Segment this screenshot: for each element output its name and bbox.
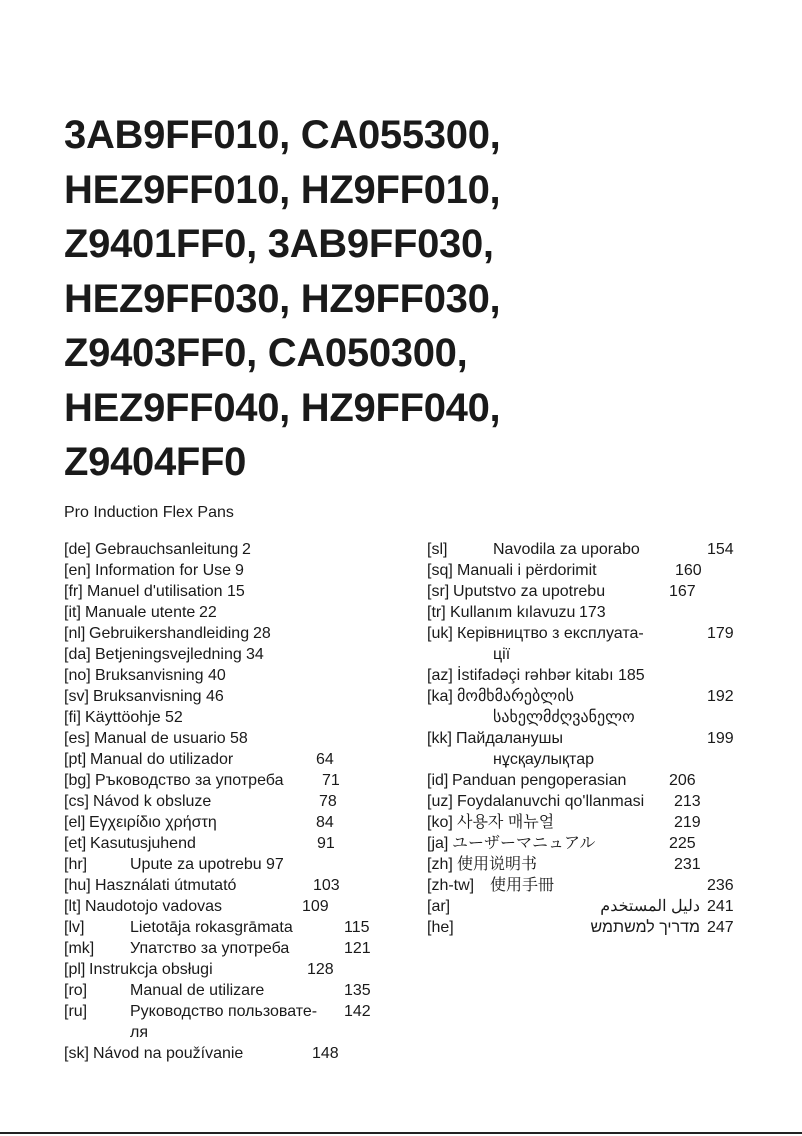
- language-code: [uk]: [427, 625, 453, 642]
- toc-entry: [427, 854, 787, 875]
- manual-title: Manual de utilizare: [130, 982, 265, 999]
- manual-title: Gebrauchsanleitung: [95, 541, 239, 558]
- manual-title: Návod na používanie: [93, 1045, 244, 1062]
- page-number: 241: [707, 898, 734, 915]
- toc-entry: [427, 812, 787, 833]
- language-code: [cs]: [64, 793, 89, 810]
- page-number: 71: [322, 772, 340, 789]
- page-number: 91: [317, 835, 335, 852]
- toc-entry: [64, 1043, 424, 1064]
- manual-title: Manuale utente: [85, 604, 196, 621]
- language-code: [en]: [64, 562, 91, 579]
- toc-entry: [64, 644, 424, 665]
- language-code: [es]: [64, 730, 90, 747]
- toc-entry: [64, 791, 424, 812]
- language-code: [ka]: [427, 688, 453, 705]
- language-code: [uz]: [427, 793, 453, 810]
- page-number: 154: [707, 541, 734, 558]
- language-code: [fi]: [64, 709, 81, 726]
- manual-title: מדריך למשתמש: [590, 919, 700, 936]
- page-number: 206: [669, 772, 696, 789]
- language-code: [fr]: [64, 583, 83, 600]
- page-number: 185: [618, 667, 645, 684]
- manual-title: 使用说明书: [457, 856, 538, 873]
- page-number: 115: [344, 919, 370, 936]
- manual-title: Instrukcja obsługi: [89, 961, 213, 978]
- manual-title: Foydalanuvchi qo'llanmasi: [457, 793, 645, 810]
- language-code: [mk]: [64, 940, 95, 957]
- language-code: [az]: [427, 667, 453, 684]
- toc-entry: [427, 770, 787, 791]
- model-numbers-heading: [64, 108, 500, 490]
- toc-entry: [64, 980, 424, 1001]
- language-code: [de]: [64, 541, 91, 558]
- language-code: [sr]: [427, 583, 450, 600]
- page-number: 97: [266, 856, 284, 873]
- page-number: 219: [674, 814, 701, 831]
- toc-entry: [64, 728, 424, 749]
- toc-entry: [64, 770, 424, 791]
- toc-entry: [427, 560, 787, 581]
- language-code: [zh-tw]: [427, 877, 475, 894]
- language-code: [et]: [64, 835, 87, 852]
- toc-entry: [427, 623, 787, 665]
- page-number: 40: [208, 667, 226, 684]
- page-number: 109: [302, 898, 329, 915]
- manual-title: Пайдаланушы: [456, 730, 563, 747]
- toc-entry: [427, 833, 787, 854]
- page-number: 58: [230, 730, 248, 747]
- manual-title: Упатство за употреба: [130, 940, 290, 957]
- manual-title: Lietotāja rokasgrāmata: [130, 919, 293, 936]
- page-bottom-rule: [0, 1132, 802, 1134]
- language-code: [ru]: [64, 1003, 88, 1020]
- page-number: 225: [669, 835, 696, 852]
- page-number: 64: [316, 751, 334, 768]
- toc-entry: [427, 686, 787, 728]
- toc-entry: [427, 896, 787, 917]
- manual-title: Керівництво з експлуата-: [457, 625, 644, 642]
- manual-title: İstifadəçi rəhbər kitabı: [457, 667, 614, 684]
- page-number: 236: [707, 877, 734, 894]
- language-code: [pl]: [64, 961, 86, 978]
- language-code: [he]: [427, 919, 454, 936]
- toc-entry: [64, 623, 424, 644]
- language-code: [it]: [64, 604, 81, 621]
- language-code: [sk]: [64, 1045, 89, 1062]
- toc-entry: [427, 875, 787, 896]
- language-code: [lv]: [64, 919, 85, 936]
- toc-entry: [64, 896, 424, 917]
- manual-title: Manual de usuario: [94, 730, 226, 747]
- manual-title: Bruksanvisning: [93, 688, 202, 705]
- page-number: 2: [242, 541, 251, 558]
- language-code: [hu]: [64, 877, 91, 894]
- language-code: [sl]: [427, 541, 448, 558]
- language-code: [ja]: [427, 835, 449, 852]
- page-number: 148: [312, 1045, 339, 1062]
- toc-entry: [64, 560, 424, 581]
- language-code: [kk]: [427, 730, 452, 747]
- page-number: 231: [674, 856, 701, 873]
- page-number: 128: [307, 961, 334, 978]
- language-code: [sq]: [427, 562, 453, 579]
- language-code: [zh]: [427, 856, 453, 873]
- title-line: Z9404FF0: [64, 440, 247, 484]
- title-line: HEZ9FF030, HZ9FF030,: [64, 276, 501, 321]
- toc-entry: [64, 707, 424, 728]
- manual-title: Manuali i përdorimit: [457, 562, 597, 579]
- manual-title: 사용자 매뉴얼: [457, 814, 555, 831]
- language-code: [pt]: [64, 751, 87, 768]
- page-number: 84: [316, 814, 334, 831]
- manual-title: Manuel d'utilisation: [87, 583, 223, 600]
- toc-entry: [64, 938, 424, 959]
- toc-entry: [64, 539, 424, 560]
- manual-title: Uputstvo za upotrebu: [453, 583, 606, 600]
- manual-title-continued: ля: [130, 1024, 148, 1041]
- page-number: 46: [206, 688, 224, 705]
- manual-title: Ръководство за употреба: [95, 772, 284, 789]
- page-number: 160: [675, 562, 702, 579]
- manual-title: Naudotojo vadovas: [85, 898, 222, 915]
- toc-entry: [64, 812, 424, 833]
- language-code: [bg]: [64, 772, 91, 789]
- title-line: HEZ9FF040, HZ9FF040,: [64, 385, 501, 430]
- title-line: 3AB9FF010, CA055300,: [64, 113, 501, 157]
- title-line: Z9401FF0, 3AB9FF030,: [64, 222, 494, 266]
- manual-title: Használati útmutató: [95, 877, 237, 894]
- manual-title-continued: ції: [493, 646, 511, 663]
- page-number: 121: [344, 940, 371, 957]
- page-number: 34: [246, 646, 264, 663]
- manual-title-continued: нұсқаулықтар: [493, 751, 594, 768]
- language-code: [id]: [427, 772, 449, 789]
- manual-title: Gebruikershandleiding: [89, 625, 250, 642]
- manual-title: Kullanım kılavuzu: [450, 604, 576, 621]
- page-number: 179: [707, 625, 734, 642]
- toc-entry: [64, 854, 424, 875]
- toc-right-column: [427, 539, 787, 938]
- manual-title: ユーザーマニュアル: [452, 835, 596, 852]
- page-number: 78: [319, 793, 337, 810]
- language-code: [ko]: [427, 814, 453, 831]
- toc-entry: [427, 665, 787, 686]
- page-number: 142: [344, 1003, 371, 1020]
- manual-title: Upute za upotrebu: [130, 856, 262, 873]
- page-number: 103: [313, 877, 340, 894]
- manual-title: Návod k obsluze: [93, 793, 212, 810]
- page-number: 15: [227, 583, 245, 600]
- manual-title: Bruksanvisning: [95, 667, 204, 684]
- toc-entry: [64, 875, 424, 896]
- toc-entry: [64, 749, 424, 770]
- language-code: [hr]: [64, 856, 88, 873]
- product-subtitle: Pro Induction Flex Pans: [64, 504, 234, 521]
- toc-entry: [427, 917, 787, 938]
- page-number: 28: [253, 625, 271, 642]
- toc-entry: [64, 581, 424, 602]
- page-number: 173: [579, 604, 606, 621]
- manual-title: Manual do utilizador: [90, 751, 234, 768]
- title-line: Z9403FF0, CA050300,: [64, 331, 468, 375]
- toc-entry: [427, 581, 787, 602]
- page-number: 199: [707, 730, 734, 747]
- manual-title: 使用手冊: [490, 877, 555, 894]
- toc-entry: [427, 539, 787, 560]
- toc-entry: [64, 833, 424, 854]
- language-code: [tr]: [427, 604, 446, 621]
- toc-entry: [64, 602, 424, 623]
- manual-title: Kasutusjuhend: [90, 835, 196, 852]
- page-number: 192: [707, 688, 734, 705]
- page-number: 135: [344, 982, 371, 999]
- toc-entry: [64, 959, 424, 980]
- page-number: 9: [235, 562, 244, 579]
- toc-entry: [427, 602, 787, 623]
- manual-title: Εγχειρίδιο χρήστη: [89, 814, 217, 831]
- language-code: [lt]: [64, 898, 81, 915]
- manual-title: მომხმარებლის: [457, 688, 574, 705]
- toc-entry: [64, 686, 424, 707]
- manual-title-continued: სახელმძღვანელო: [493, 709, 635, 726]
- toc-entry: [64, 1001, 424, 1043]
- page-number: 52: [165, 709, 183, 726]
- toc-entry: [64, 665, 424, 686]
- manual-title: Käyttöohje: [85, 709, 161, 726]
- language-code: [nl]: [64, 625, 86, 642]
- title-line: HEZ9FF010, HZ9FF010,: [64, 167, 501, 212]
- manual-title: دليل المستخدم: [600, 898, 700, 915]
- page-number: 213: [674, 793, 701, 810]
- manual-title: Panduan pengoperasian: [452, 772, 627, 789]
- toc-entry: [427, 728, 787, 770]
- page-number: 247: [707, 919, 734, 936]
- manual-title: Navodila za uporabo: [493, 541, 640, 558]
- language-code: [sv]: [64, 688, 89, 705]
- language-code: [ro]: [64, 982, 88, 999]
- toc-entry: [427, 791, 787, 812]
- toc-left-column: [64, 539, 424, 1064]
- language-code: [no]: [64, 667, 91, 684]
- language-code: [da]: [64, 646, 91, 663]
- manual-title: Betjeningsvejledning: [95, 646, 242, 663]
- page-number: 22: [199, 604, 217, 621]
- manual-title: Information for Use: [95, 562, 232, 579]
- language-code: [el]: [64, 814, 86, 831]
- manual-title: Руководство пользовате-: [130, 1003, 318, 1020]
- toc-entry: [64, 917, 424, 938]
- page-number: 167: [669, 583, 696, 600]
- language-code: [ar]: [427, 898, 451, 915]
